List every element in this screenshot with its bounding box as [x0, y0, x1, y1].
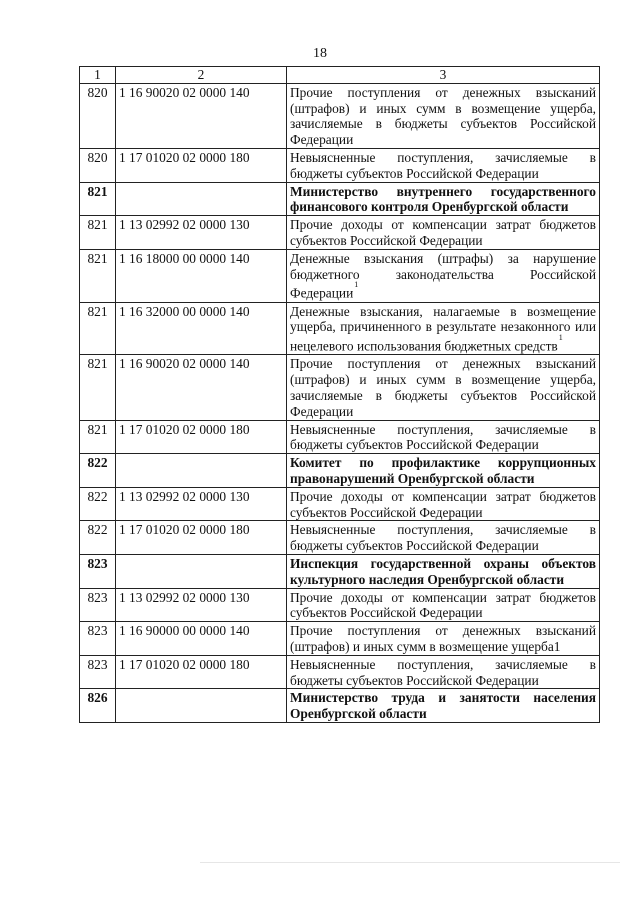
description-cell: Невыясненные поступления, зачисляемые в бюджеты субъектов Российской Федерации: [287, 148, 600, 182]
administrator-name-cell: Комитет по профилактике коррупционных правонарушений Оренбургской области: [287, 454, 600, 488]
description-cell: Прочие доходы от компенсации затрат бюджетов субъектов Российской Федерации: [287, 216, 600, 250]
budget-code-cell: 1 16 90000 00 0000 140: [116, 622, 287, 656]
admin-code-cell: 826: [80, 689, 116, 723]
budget-code-cell: 1 13 02992 02 0000 130: [116, 216, 287, 250]
administrator-name-cell: Министерство внутреннего государственного финансового контроля Оренбургской области: [287, 182, 600, 216]
admin-code-cell: 822: [80, 521, 116, 555]
administrator-heading-row: [80, 454, 600, 488]
table-row: [80, 655, 600, 689]
description-cell: Прочие поступления от денежных взысканий (штрафов) и иных сумм в возмещение ущерба1: [287, 622, 600, 656]
table-row: [80, 355, 600, 420]
description-cell: [287, 302, 600, 355]
budget-code-cell: [116, 454, 287, 488]
table-row: [80, 216, 600, 250]
revenue-codes-table: [79, 66, 600, 723]
admin-code-cell: 823: [80, 588, 116, 622]
footnote-marker: 1: [354, 280, 359, 290]
admin-code-cell: 821: [80, 420, 116, 454]
description-cell: Невыясненные поступления, зачисляемые в бюджеты субъектов Российской Федерации: [287, 521, 600, 555]
budget-code-cell: 1 16 90020 02 0000 140: [116, 83, 287, 148]
budget-code-cell: [116, 182, 287, 216]
table-row: [80, 420, 600, 454]
administrator-heading-row: [80, 182, 600, 216]
administrator-heading-row: [80, 689, 600, 723]
page-number: 18: [313, 46, 327, 61]
admin-code-cell: 820: [80, 83, 116, 148]
scan-edge-line: [200, 862, 620, 863]
admin-code-cell: 823: [80, 622, 116, 656]
table-row: [80, 622, 600, 656]
budget-code-cell: 1 13 02992 02 0000 130: [116, 487, 287, 521]
budget-code-cell: [116, 555, 287, 589]
admin-code-cell: 821: [80, 182, 116, 216]
admin-code-cell: 822: [80, 454, 116, 488]
table-row: [80, 83, 600, 148]
column-header-admin: 1: [80, 67, 116, 84]
admin-code-cell: 822: [80, 487, 116, 521]
table-row: [80, 521, 600, 555]
budget-code-cell: 1 17 01020 02 0000 180: [116, 521, 287, 555]
footnote-marker: 1: [558, 333, 563, 343]
description-cell: Невыясненные поступления, зачисляемые в бюджеты субъектов Российской Федерации: [287, 655, 600, 689]
budget-code-cell: 1 16 32000 00 0000 140: [116, 302, 287, 355]
table-row: [80, 588, 600, 622]
budget-code-cell: 1 17 01020 02 0000 180: [116, 655, 287, 689]
description-cell: [287, 249, 600, 302]
description-cell: Прочие доходы от компенсации затрат бюджетов субъектов Российской Федерации: [287, 487, 600, 521]
admin-code-cell: 820: [80, 148, 116, 182]
table-row: [80, 302, 600, 355]
administrator-heading-row: [80, 555, 600, 589]
table-header-row: [80, 67, 600, 84]
budget-code-cell: [116, 689, 287, 723]
column-header-code: 2: [116, 67, 287, 84]
budget-code-cell: 1 13 02992 02 0000 130: [116, 588, 287, 622]
table-row: [80, 148, 600, 182]
budget-code-cell: 1 17 01020 02 0000 180: [116, 148, 287, 182]
admin-code-cell: 823: [80, 555, 116, 589]
budget-code-cell: 1 16 18000 00 0000 140: [116, 249, 287, 302]
admin-code-cell: 821: [80, 355, 116, 420]
description-cell: Прочие доходы от компенсации затрат бюджетов субъектов Российской Федерации: [287, 588, 600, 622]
admin-code-cell: 821: [80, 216, 116, 250]
description-cell: Невыясненные поступления, зачисляемые в бюджеты субъектов Российской Федерации: [287, 420, 600, 454]
description-text: Денежные взыскания, налагаемые в возмещение ущерба, причиненного в результате незаконного или нецелевого использования бюджетных средств: [290, 303, 596, 354]
administrator-name-cell: Министерство труда и занятости населения Оренбургской области: [287, 689, 600, 723]
admin-code-cell: 821: [80, 302, 116, 355]
column-header-description: 3: [287, 67, 600, 84]
table-row: [80, 249, 600, 302]
description-text: Денежные взыскания (штрафы) за нарушение бюджетного законодательства Российской Федерации: [290, 250, 596, 301]
administrator-name-cell: Инспекция государственной охраны объектов культурного наследия Оренбургской области: [287, 555, 600, 589]
description-cell: Прочие поступления от денежных взысканий (штрафов) и иных сумм в возмещение ущерба, зачисляемые в бюджеты субъектов Российской Федерации: [287, 83, 600, 148]
admin-code-cell: 821: [80, 249, 116, 302]
budget-code-cell: 1 17 01020 02 0000 180: [116, 420, 287, 454]
description-cell: Прочие поступления от денежных взысканий (штрафов) и иных сумм в возмещение ущерба, зачисляемые в бюджеты субъектов Российской Федерации: [287, 355, 600, 420]
budget-code-cell: 1 16 90020 02 0000 140: [116, 355, 287, 420]
table-row: [80, 487, 600, 521]
admin-code-cell: 823: [80, 655, 116, 689]
